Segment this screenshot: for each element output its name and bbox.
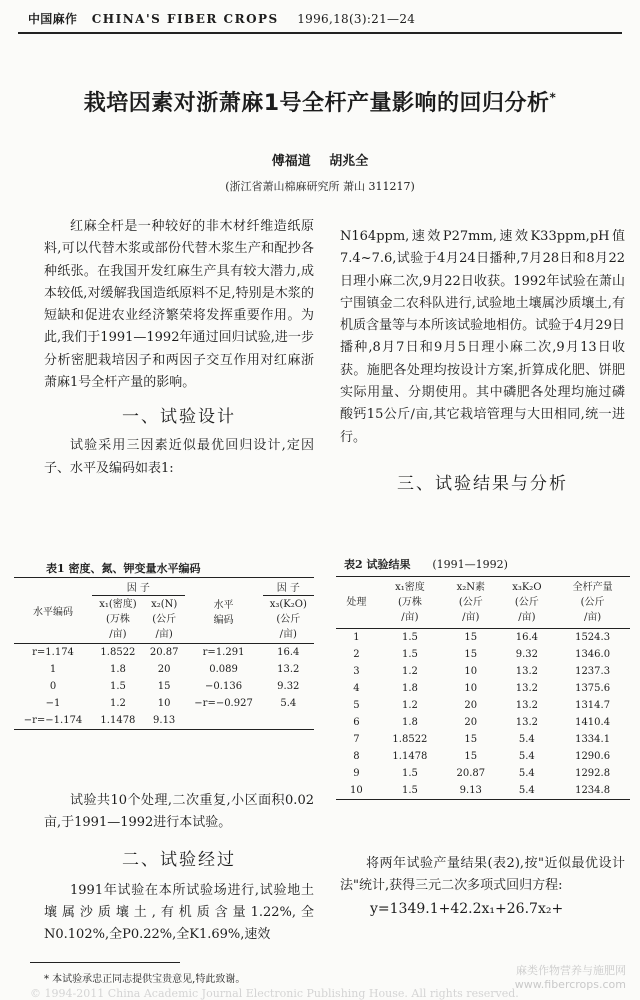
table2-header-cell <box>377 577 443 629</box>
table2-cell: 1.8522 <box>392 734 428 745</box>
table-row <box>14 661 314 678</box>
table1-header-level2-line: 编码 <box>213 614 234 626</box>
right-column-lower <box>340 853 625 920</box>
table2-header-cell <box>443 577 498 629</box>
regression-equation: y=1349.1+42.2x₁+26.7x₂+ <box>370 900 564 917</box>
table1-header-x2-line: (公斤 <box>152 614 177 625</box>
table2-cell: 1346.0 <box>575 649 611 660</box>
table1-cell: 15 <box>157 681 171 692</box>
table2-header-line: /亩) <box>583 612 602 623</box>
left-column <box>44 216 314 480</box>
table1-cell: −r=−1.174 <box>23 715 83 726</box>
affiliation: (浙江省萧山棉麻研究所 萧山 311217) <box>225 180 415 193</box>
table1-cell: 1.8522 <box>100 647 136 658</box>
table2-cell: 8 <box>353 751 360 762</box>
table2-cell: 5.4 <box>518 768 535 779</box>
table1-header-x1-line: x₁(密度) <box>99 599 137 610</box>
table-row <box>336 731 630 748</box>
table2-cell: 10 <box>464 683 478 694</box>
table2-header-line: /亩) <box>462 612 480 623</box>
table1-cell: 10 <box>157 698 171 709</box>
table2-header-cell <box>499 577 556 629</box>
journal-citation: 1996,18(3):21—24 <box>297 12 416 26</box>
table1 <box>14 577 314 730</box>
table1-cell: 20.87 <box>149 647 179 658</box>
table2-cell: 20.87 <box>456 768 486 779</box>
table2-header-line: 处理 <box>346 597 367 608</box>
table1-cell: −r=−0.927 <box>194 698 253 709</box>
table2-cell: 1524.3 <box>575 632 611 643</box>
table2-cell: 9.13 <box>459 785 482 796</box>
after-table1-paragraph: 试验共10个处理,二次重复,小区面积0.02亩,于1991—1992进行本试验。 <box>44 793 314 831</box>
table2-header-line: /亩) <box>401 612 419 623</box>
section2-paragraph: 1991年试验在本所试验场进行,试验地土壤属沙质壤土,有机质含量1.22%,全N0.102%,全P0.22%,全K1.69%,速效 <box>44 882 314 943</box>
table2 <box>336 576 630 800</box>
table2-years: (1991—1992) <box>432 558 508 571</box>
table2-cell: 20 <box>464 700 478 711</box>
table2-cell: 1375.6 <box>575 683 611 694</box>
table1-header-x3-line: (公斤 <box>276 614 301 625</box>
authors: 傅福道 胡兆全 <box>271 154 369 169</box>
watermark <box>515 964 626 992</box>
table1-header-x1 <box>92 596 144 644</box>
section2-heading: 二、试验经过 <box>122 849 236 870</box>
table2-cell: 5.4 <box>518 751 535 762</box>
table2-cell: 3 <box>353 666 360 677</box>
table1-cell: 1.1478 <box>100 715 136 726</box>
table2-cell: 1237.3 <box>575 666 611 677</box>
table-row <box>336 765 630 782</box>
table2-cell: 1290.6 <box>575 751 611 762</box>
copyright-watermark: © 1994-2011 China Academic Journal Electronic Publishing House. All rights reserved. <box>30 987 519 1000</box>
table-row <box>14 644 314 662</box>
table-row <box>336 680 630 697</box>
table2-cell: 13.2 <box>515 666 538 677</box>
table2-header-line: 全杆产量 <box>572 582 613 593</box>
table2-header-line: x₃K₂O <box>512 582 542 593</box>
table-row <box>336 646 630 663</box>
table2-cell: 9.32 <box>515 649 538 660</box>
table1-cell: 9.13 <box>153 715 176 726</box>
watermark-line2: www.fibercrops.com <box>514 978 626 991</box>
table2-cell: 15 <box>464 751 478 762</box>
table2-cell: 6 <box>353 717 360 728</box>
table2-cell: 4 <box>353 683 360 694</box>
table2-cell: 1.5 <box>401 649 418 660</box>
table2-cell: 1.1478 <box>392 751 428 762</box>
footnote-rule <box>30 962 180 963</box>
table1-header-x2 <box>144 596 185 644</box>
table1-cell: 13.2 <box>277 664 300 675</box>
table1-header-x1-line: /亩) <box>109 629 127 640</box>
journal-header <box>28 10 628 27</box>
table1-cell: r=1.174 <box>32 647 74 658</box>
table1-cell: 1 <box>49 664 57 675</box>
table2-cell: 1334.1 <box>575 734 611 745</box>
table1-header-level2-line: 水平 <box>213 599 234 611</box>
table1-cell: 1.8 <box>109 664 126 675</box>
table-row <box>336 663 630 680</box>
table2-cell: 1.5 <box>401 785 418 796</box>
table-row <box>336 629 630 647</box>
table2-header-cell <box>555 577 630 629</box>
table2-cell: 7 <box>353 734 360 745</box>
table2-header-line: (公斤 <box>514 597 539 608</box>
table2-cell: 1234.8 <box>575 785 611 796</box>
table2-cell: 16.4 <box>515 632 538 643</box>
table-row <box>14 695 314 712</box>
section3-heading: 三、试验结果与分析 <box>397 473 568 494</box>
table2-cell: 1410.4 <box>575 717 611 728</box>
table1-header-level: 水平编码 <box>33 607 74 618</box>
table1-cell <box>185 712 263 730</box>
table2-cell: 1292.8 <box>575 768 611 779</box>
table1-group-header: 因 子 <box>92 578 184 596</box>
table-row <box>336 748 630 765</box>
table2-caption <box>344 556 508 572</box>
table2-wrapper <box>336 576 630 800</box>
table1-cell: −1 <box>45 698 61 709</box>
table1-header-x3-line: x₃(K₂O) <box>269 599 307 610</box>
table1-group-header2: 因 子 <box>263 578 314 596</box>
table-row <box>336 697 630 714</box>
header-rule <box>18 32 622 34</box>
table-row <box>336 714 630 731</box>
table2-header-line: /亩) <box>518 612 536 623</box>
table2-cell: 1314.7 <box>575 700 611 711</box>
table2-cell: 1.2 <box>401 700 418 711</box>
table-row <box>14 678 314 695</box>
paper-title-text: 栽培因素对浙萧麻1号全杆产量影响的回归分析 <box>83 91 550 116</box>
table1-cell: r=1.291 <box>202 647 245 658</box>
journal-name-en: CHINA'S FIBER CROPS <box>91 12 279 26</box>
table2-cell: 15 <box>464 632 478 643</box>
table2-cell: 5 <box>353 700 360 711</box>
table2-cell: 13.2 <box>515 700 538 711</box>
paper-title <box>0 86 640 117</box>
table2-cell: 10 <box>350 785 363 796</box>
journal-name-cn: 中国麻作 <box>28 12 78 26</box>
table1-cell: 1.5 <box>109 681 126 692</box>
table1-header-x3 <box>263 596 314 644</box>
table1-header-x3-line: /亩) <box>279 629 297 640</box>
table2-cell: 10 <box>464 666 478 677</box>
watermark-line1: 麻类作物营养与施肥网 <box>516 964 626 977</box>
table1-header-x1-line: (万株 <box>105 614 130 625</box>
table-row <box>14 712 314 730</box>
table2-cell: 1 <box>353 632 360 643</box>
table2-header-line: x₁密度 <box>395 582 425 593</box>
table1-cell: 9.32 <box>277 681 300 692</box>
table1-header-level2 <box>185 578 263 644</box>
after-table2-paragraph: 将两年试验产量结果(表2),按"近似最优设计法"统计,获得三元二次多项式回归方程: <box>340 856 625 894</box>
table1-cell: 0.089 <box>209 664 238 675</box>
table2-cell: 1.8 <box>401 683 418 694</box>
table2-cell: 5.4 <box>518 734 535 745</box>
table1-group-row <box>14 578 314 596</box>
table2-cell: 15 <box>464 649 478 660</box>
table2-cell: 15 <box>464 734 478 745</box>
table2-header-cell <box>336 577 377 629</box>
footnote: * 本试验承忠正同志提供宝贵意见,特此致谢。 <box>44 974 246 985</box>
table2-cell: 1.5 <box>401 632 418 643</box>
table1-header-x2-line: x₂(N) <box>151 599 178 610</box>
section1-paragraph: 试验采用三因素近似最优回归设计,定因子、水平及编码如表1: <box>44 438 314 476</box>
table2-cell: 9 <box>353 768 360 779</box>
table1-header-x2-line: /亩) <box>155 629 173 640</box>
table-row <box>336 782 630 800</box>
section1-heading: 一、试验设计 <box>122 407 236 428</box>
left-column-lower <box>44 790 314 946</box>
table1-cell: 0 <box>49 681 57 692</box>
table2-header-line: (万株 <box>397 597 422 608</box>
table2-cell: 1.5 <box>401 768 418 779</box>
table1-cell: 16.4 <box>277 647 300 658</box>
table2-cell: 5.4 <box>518 785 535 796</box>
table2-cell: 1.2 <box>401 666 418 677</box>
table1-cell <box>263 712 314 730</box>
table2-cell: 13.2 <box>515 683 538 694</box>
table1-wrapper <box>14 577 314 730</box>
intro-paragraph: 红麻全杆是一种较好的非木材纤维造纸原料,可以代替木浆或部份代替木浆生产和配抄各种纸张。在我国开发红麻生产具有较大潜力,成本较低,对缓解我国造纸原料不足,特别是木浆的短缺和促进农业经济繁荣将发挥重要作用。为此,我们于1991—1992年通过回归试验,进一步分析密肥栽培因子和两因子交互作用对红麻浙萧麻1号全杆产量的影响。 <box>44 219 314 391</box>
right-column <box>340 226 625 494</box>
table1-cell: 5.4 <box>280 698 297 709</box>
table1-cell: −0.136 <box>205 681 243 692</box>
table2-caption-text: 表2 试验结果 <box>344 558 411 571</box>
table2-cell: 2 <box>353 649 360 660</box>
continued-paragraph: N164ppm,速效P27mm,速效K33ppm,pH值7.4~7.6,试验于4月24日播种,7月28日和8月22日理小麻二次,9月22日收获。1992年试验在萧山宁围镇金二农科队进行,试验地土壤属沙质壤土,有机质含量等与本所该试验地相仿。试验于4月29日播种,8月7日和9月5日理小麻二次,9月13日收获。施肥各处理均按设计方案,折算成化肥、饼肥实际用量、分期使用。其中磷肥各处理均施过磷酸钙15公斤/亩,其它栽培管理与大田相同,统一进行。 <box>340 229 625 445</box>
table2-cell: 13.2 <box>515 717 538 728</box>
table1-cell: 20 <box>157 664 171 675</box>
table2-header-line: (公斤 <box>458 597 483 608</box>
table2-header-line: x₂N素 <box>456 582 485 593</box>
table1-cell: 1.2 <box>109 698 126 709</box>
table1-caption: 表1 密度、氮、钾变量水平编码 <box>46 562 201 575</box>
table2-cell: 20 <box>464 717 478 728</box>
title-footnote-mark: * <box>549 90 557 105</box>
table2-cell: 1.8 <box>401 717 418 728</box>
table2-header-row <box>336 577 630 629</box>
table2-header-line: (公斤 <box>580 597 605 608</box>
